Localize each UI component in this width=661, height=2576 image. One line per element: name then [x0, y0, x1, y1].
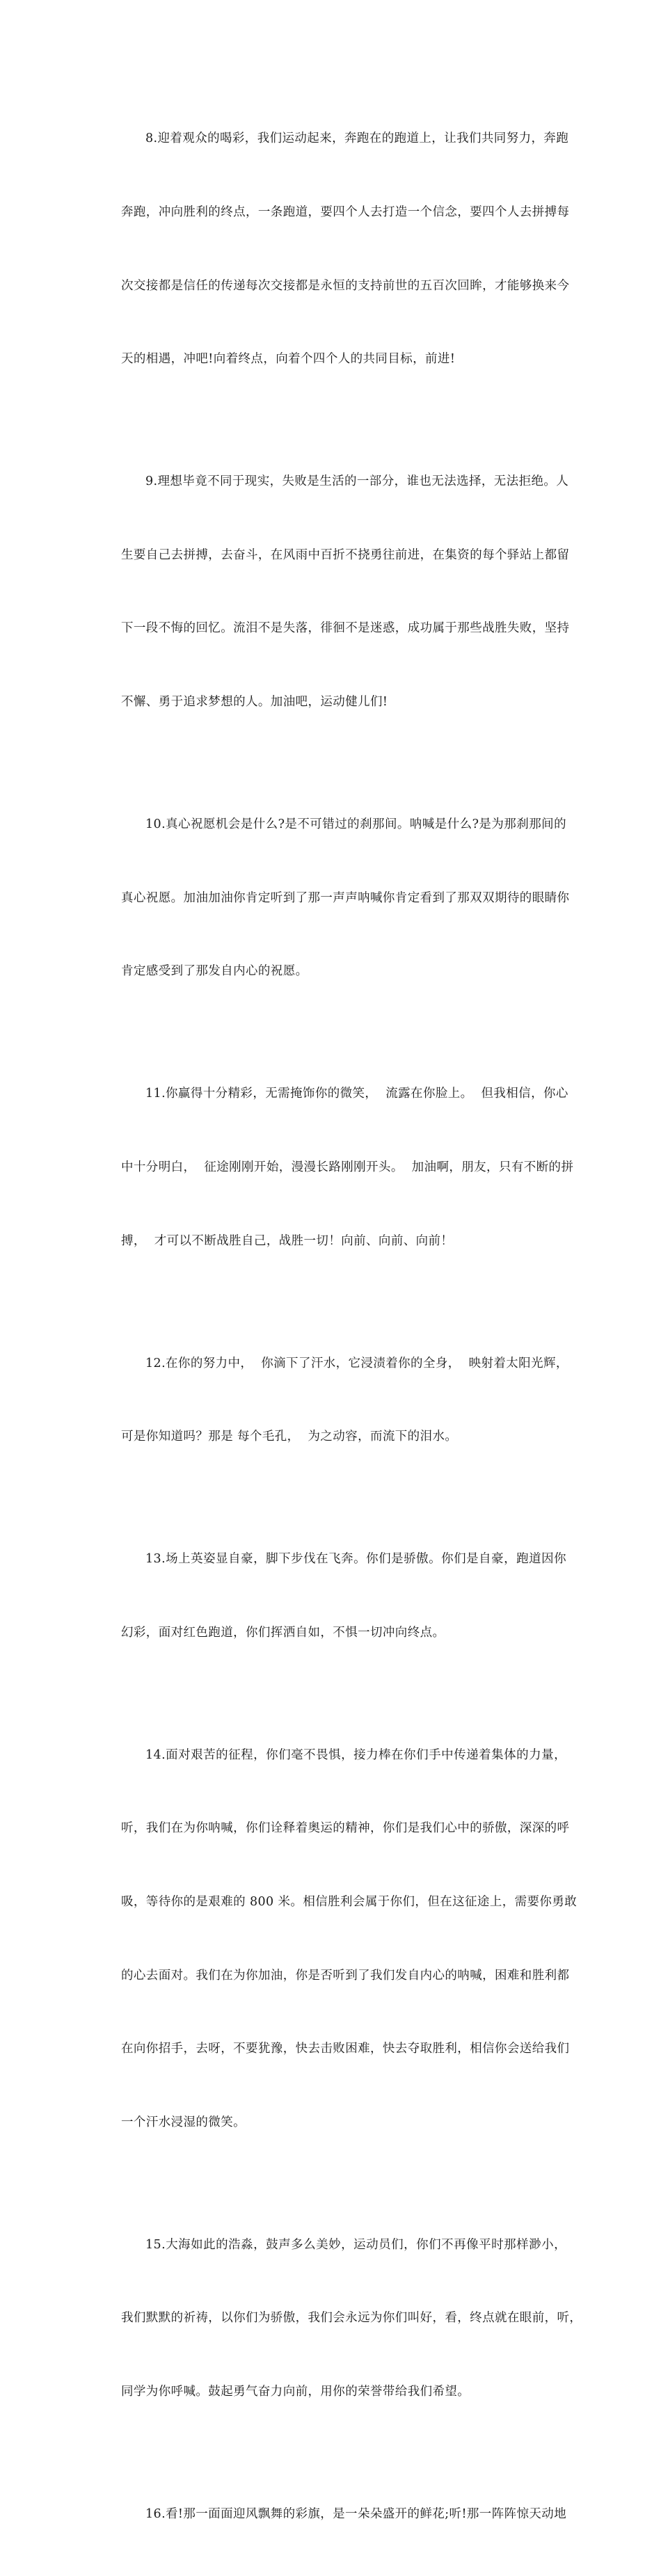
- text-line: 10.真心祝愿机会是什么?是不可错过的刹那间。呐喊是什么?是为那刹那间的: [145, 817, 566, 832]
- text-line: 奔跑，冲向胜利的终点，一条跑道，要四个人去打造一个信念，要四个人去拼搏每: [121, 205, 570, 220]
- text-line: 生要自己去拼搏，去奋斗，在风雨中百折不挠勇往前进，在集资的每个驿站上都留: [121, 547, 570, 562]
- text-line: 幻彩，面对红色跑道，你们挥洒自如，不惧一切冲向终点。: [121, 1625, 445, 1640]
- text-line: 我们默默的祈祷，以你们为骄傲，我们会永远为你们叫好，看，终点就在眼前，听，: [121, 2311, 582, 2326]
- text-line: 11.你赢得十分精彩，无需掩饰你的微笑， 流露在你脸上。 但我相信，你心: [145, 1087, 568, 1101]
- text-line: 不懈、勇于追求梦想的人。加油吧，运动健儿们!: [121, 695, 388, 710]
- text-line: 下一段不悔的回忆。流泪不是失落，徘徊不是迷惑，成功属于那些战胜失败，坚持: [121, 621, 570, 636]
- text-line: 中十分明白， 征途刚刚开始，漫漫长路刚刚开头。 加油啊，朋友，只有不断的拼: [121, 1160, 574, 1174]
- paragraph-14: [97, 1694, 578, 2184]
- paragraph-16: [97, 2454, 566, 2576]
- text-line: 吸，等待你的是艰难的 800 米。相信胜利会属于你们，但在这征途上，需要你勇敢: [121, 1895, 578, 1910]
- text-line: 在向你招手，去呀，不要犹豫，快去击败困难，快去夺取胜利，相信你会送给我们: [121, 2042, 570, 2056]
- text-line: 14.面对艰苦的征程，你们毫不畏惧，接力棒在你们手中传递着集体的力量，: [145, 1747, 566, 1762]
- text-line: 9.理想毕竟不同于现实，失败是生活的一部分，谁也无法选择，无法拒绝。人: [145, 474, 569, 489]
- text-line: 搏， 才可以不断战胜自己，战胜一切！向前、向前、向前！: [121, 1233, 454, 1248]
- text-line: 次交接都是信任的传递每次交接都是永恒的支持前世的五百次回眸，才能够换来今: [121, 278, 570, 293]
- document-page: [97, 78, 582, 2576]
- text-line: 的心去面对。我们在为你加油，你是否听到了我们发自内心的呐喊，困难和胜利都: [121, 1968, 570, 1983]
- text-line: 13.场上英姿显自豪，脚下步伐在飞奔。你们是骄傲。你们是自豪，跑道因你: [145, 1552, 566, 1567]
- text-line: 12.在你的努力中， 你滴下了汗水，它浸渍着你的全身， 映射着太阳光辉，: [145, 1356, 568, 1370]
- text-line: 15.大海如此的浩淼，鼓声多么美妙，运动员们，你们不再像平时那样渺小，: [145, 2237, 566, 2252]
- paragraph-8: [97, 78, 570, 421]
- text-line: 8.迎着观众的喝彩，我们运动起来，奔跑在的跑道上，让我们共同努力，奔跑: [145, 131, 569, 146]
- text-line: 肯定感受到了那发自内心的祝愿。: [121, 964, 308, 979]
- text-line: 同学为你呼喊。鼓起勇气奋力向前，用你的荣誉带给我们希望。: [121, 2385, 470, 2399]
- paragraph-13: [97, 1498, 566, 1695]
- text-line: 16.看!那一面面迎风飘舞的彩旗，是一朵朵盛开的鲜花;听!那一阵阵惊天动地: [145, 2507, 567, 2522]
- text-line: 可是你知道吗？那是 每个毛孔， 为之动容，而流下的泪水。: [121, 1430, 458, 1444]
- paragraph-15: [97, 2184, 582, 2453]
- paragraph-12: [97, 1302, 566, 1498]
- paragraph-10: [97, 764, 570, 1033]
- text-line: 真心祝愿。加油加油你肯定听到了那一声声呐喊你肯定看到了那双双期待的眼睛你: [121, 890, 570, 905]
- text-line: 天的相遇，冲吧!向着终点，向着个四个人的共同目标，前进!: [121, 352, 456, 367]
- text-line: 听，我们在为你呐喊，你们诠释着奥运的精神，你们是我们心中的骄傲，深深的呼: [121, 1821, 570, 1836]
- paragraph-11: [97, 1033, 574, 1302]
- paragraph-9: [97, 421, 570, 764]
- text-line: 一个汗水浸湿的微笑。: [121, 2115, 246, 2129]
